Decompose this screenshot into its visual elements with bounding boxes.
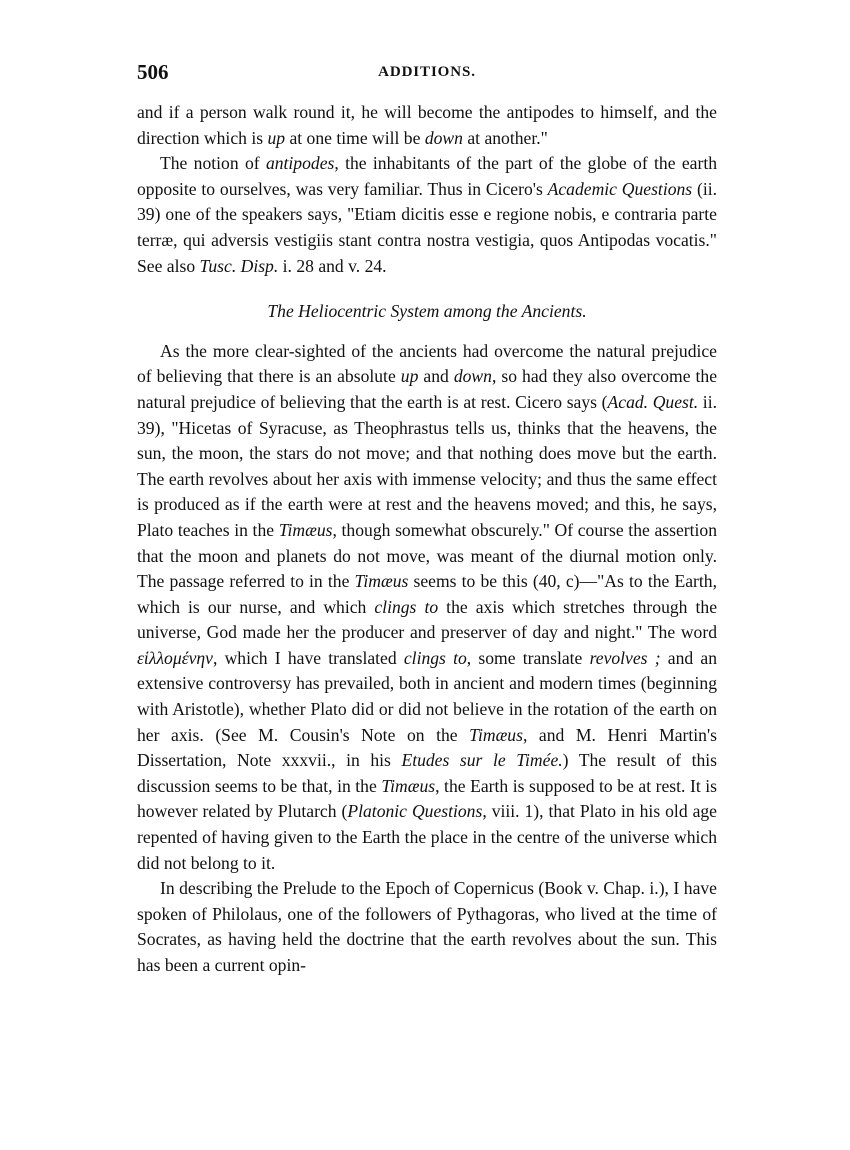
body-text — [137, 100, 717, 979]
running-head: ADDITIONS. — [378, 64, 476, 80]
paragraph-4: In describing the Prelude to the Epoch of Copernicus (Book v. Chap. i.), I have spoken of Philolaus, one of the followers of Pythagoras, who lived at the time of Socrates, as having held the doctrine that the earth revolves about the sun. This has been a current opin- — [137, 878, 717, 975]
paragraph-1: and if a person walk round it, he will become the antipodes to himself, and the direction which is up at one time will be down at another." — [137, 102, 717, 148]
section-title: The Heliocentric System among the Ancients. — [267, 301, 587, 322]
paragraph-2: The notion of antipodes, the inhabitants of the part of the globe of the earth opposite to ourselves, was very familiar. Thus in Cicero's Academic Questions (ii. 39) one of the speakers says, "Etiam dicitis esse e regione nobis, e contraria parte terræ, qui adversis vestigiis stant contra nostra vestigia, quos Antipodas vocatis." See also Tusc. Disp. i. 28 and v. 24. — [137, 153, 718, 276]
page-header — [137, 60, 717, 90]
paragraph-3: As the more clear-sighted of the ancients had overcome the natural prejudice of believing that there is an absolute up and down, so had they also overcome the natural prejudice of believing that the earth is at rest. Cicero says (Acad. Quest. ii. 39), "Hicetas of Syracuse, as Theophrastus tells us, thinks that the heavens, the sun, the moon, the stars do not move; and that nothing does move but the earth. The earth revolves about her axis with immense velocity; and thus the same effect is produced as if the earth were at rest and the heavens moved; and this, he says, Plato teaches in the Timæus, though somewhat obscurely." Of course the assertion that the moon and planets do not move, was meant of the diurnal motion only. The passage referred to in the Timæus seems to be this (40, c)—"As to the Earth, which is our nurse, and which clings to the axis which stretches through the universe, God made her the producer and preserver of day and night." The word εἱλλομένην, which I have translated clings to, some translate revolves ; and an extensive controversy has prevailed, both in ancient and modern times (beginning with Aristotle), whether Plato did or did not believe in the rotation of the earth on her axis. (See M. Cousin's Note on the Timæus, and M. Henri Martin's Dissertation, Note xxxvii., in his Etudes sur le Timée.) The result of this discussion seems to be that, in the Timæus, the Earth is supposed to be at rest. It is however related by Plutarch (Platonic Questions, viii. 1), that Plato in his old age repented of having given to the Earth the place in the centre of the universe which did not belong to it. — [137, 340, 718, 873]
page-number: 506 — [137, 60, 169, 84]
